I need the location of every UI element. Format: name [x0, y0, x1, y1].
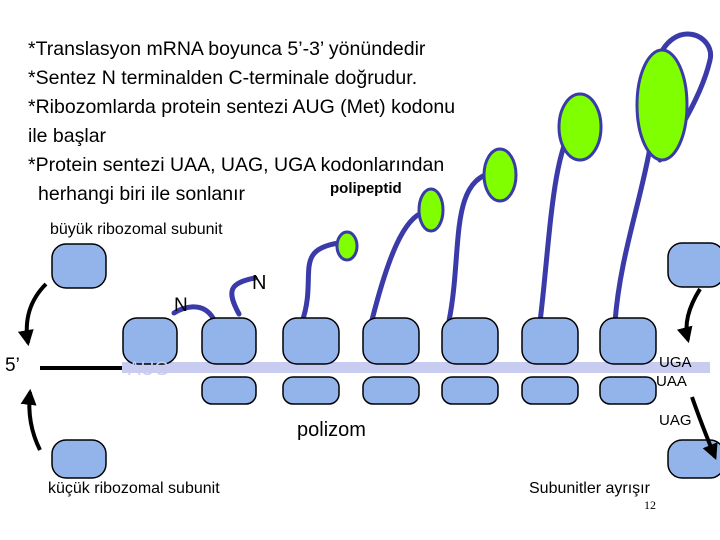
bullet-line-5: *Protein sentezi UAA, UAG, UGA kodonlarından	[28, 154, 445, 176]
bullet-line-4: ile başlar	[28, 125, 107, 147]
bullet-line-3: *Ribozomlarda protein sentezi AUG (Met) kodonu	[28, 96, 456, 118]
subunits-separate-label: Subunitler ayrışır	[529, 480, 650, 497]
bullet-line-6: herhangi biri ile sonlanır	[38, 183, 246, 205]
ribosome-3-small	[283, 377, 339, 404]
ribosome-2-small	[202, 377, 256, 404]
chain-3	[302, 243, 339, 322]
ribosome-5-large	[442, 318, 498, 364]
ribosome-1-large	[123, 318, 177, 364]
ribosome-3-large	[283, 318, 339, 364]
ribosome-6-small	[522, 377, 578, 404]
n-terminal-label-1: N	[174, 295, 188, 316]
small-subunit-label: küçük ribozomal subunit	[48, 480, 220, 497]
arrow-right-top	[687, 289, 701, 340]
ribosome-2-large	[202, 318, 256, 364]
peptide-blob-2	[419, 189, 443, 231]
stop-codon-uga: UGA	[659, 354, 692, 371]
start-codon-label: AUG	[128, 359, 170, 380]
ribosome-6-large	[522, 318, 578, 364]
stop-codon-uaa: UAA	[656, 373, 687, 390]
ribosome-7-large	[600, 318, 656, 364]
peptide-blob-3	[484, 149, 516, 201]
polypeptide-label: polipeptid	[330, 180, 402, 197]
ribosome-5-small	[442, 377, 498, 404]
bullet-line-1: *Translasyon mRNA boyunca 5’-3’ yönündedir	[28, 38, 426, 60]
five-prime-label: 5’	[5, 355, 20, 376]
bullet-line-2: *Sentez N terminalden C-terminale doğrudur.	[28, 67, 418, 89]
small-subunit-free-left	[52, 440, 106, 478]
ribosome-4-small	[363, 377, 419, 404]
peptide-blob-4	[559, 94, 601, 160]
large-subunit-free-left	[52, 244, 106, 288]
arrow-left-bottom	[29, 392, 40, 450]
large-subunit-free-right	[668, 243, 720, 287]
n-terminal-label-2: N	[252, 272, 267, 294]
large-subunit-label: büyük ribozomal subunit	[50, 221, 223, 238]
stop-codon-uag: UAG	[659, 412, 692, 429]
chain-4	[371, 212, 424, 324]
page-number: 12	[644, 498, 656, 512]
ribosome-7-small	[600, 377, 656, 404]
polysome-label: polizom	[297, 419, 366, 441]
peptide-blob-1	[337, 232, 357, 260]
arrow-left-top	[27, 284, 46, 343]
peptide-blob-5	[637, 50, 687, 160]
ribosome-4-large	[363, 318, 419, 364]
